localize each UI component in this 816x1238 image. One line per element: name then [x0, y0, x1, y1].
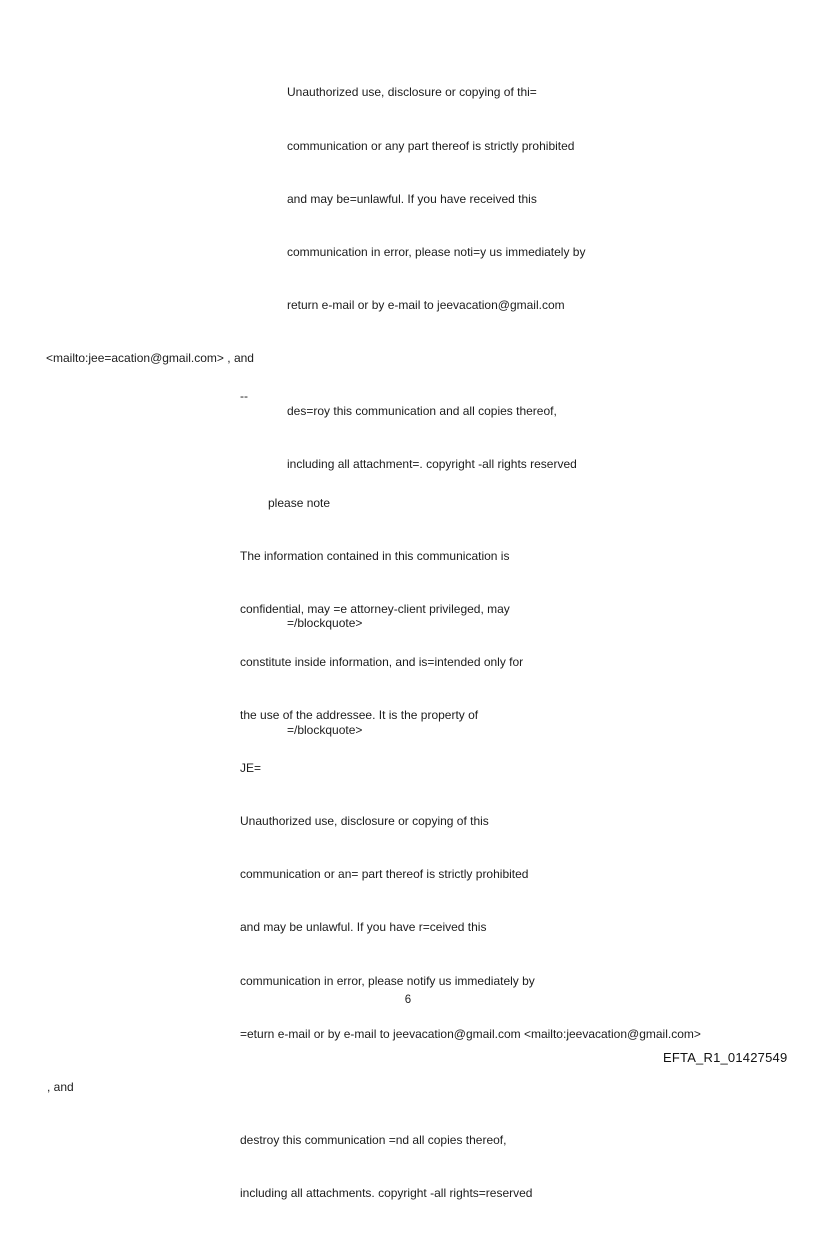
disclaimer-line: communication or any part thereof is strictly prohibited	[287, 138, 575, 153]
disclaimer-line: destroy this communication =nd all copies thereof,	[240, 1132, 507, 1147]
disclaimer-block-2	[47, 353, 701, 1238]
disclaimer-line: JE=	[240, 761, 262, 776]
blockquote-tag-line: =/blockquote>	[287, 616, 363, 631]
disclaimer-line: communication in error, please noti=y us immediately by	[287, 244, 586, 259]
blank-line	[47, 442, 701, 460]
disclaimer-line: including all attachments. copyright -all rights=reserved	[240, 1186, 533, 1201]
page-number: 6	[404, 994, 412, 1006]
disclaimer-line: constitute inside information, and is=intended only for	[240, 654, 524, 669]
blockquote-tag-line: =/blockquote>	[287, 722, 363, 737]
disclaimer-line: including all attachment=. copyright -all rights reserved	[287, 457, 577, 472]
disclaimer-line: The information contained in this communication is	[240, 548, 510, 563]
bates-stamp: EFTA_R1_01427549	[663, 1050, 788, 1065]
mailto-line: <mailto:jee=acation@gmail.com> , and	[46, 350, 254, 365]
disclaimer-line: confidential, may =e attorney-client privileged, may	[240, 601, 510, 616]
signature-separator: --	[240, 389, 248, 404]
and-continuation-line: , and	[47, 1079, 74, 1094]
disclaimer-line: des=roy this communication and all copies thereof,	[287, 404, 557, 419]
disclaimer-line: communication in error, please notify us immediately by	[240, 973, 535, 988]
disclaimer-line: and may be=unlawful. If you have received this	[287, 191, 537, 206]
disclaimer-line: Unauthorized use, disclosure or copying of this	[240, 814, 489, 829]
please-note-line: please note	[268, 495, 331, 510]
disclaimer-line: the use of the addressee. It is the property of	[240, 708, 479, 723]
disclaimer-line: Unauthorized use, disclosure or copying of thi=	[287, 85, 537, 100]
disclaimer-line: return e-mail or by e-mail to jeevacation@gmail.com	[287, 297, 565, 312]
disclaimer-line: =eturn e-mail or by e-mail to jeevacation@gmail.com <mailto:jeevacation@gmail.com>	[240, 1026, 701, 1041]
disclaimer-line: and may be unlawful. If you have r=ceived this	[240, 920, 487, 935]
disclaimer-line: communication or an= part thereof is strictly prohibited	[240, 867, 529, 882]
